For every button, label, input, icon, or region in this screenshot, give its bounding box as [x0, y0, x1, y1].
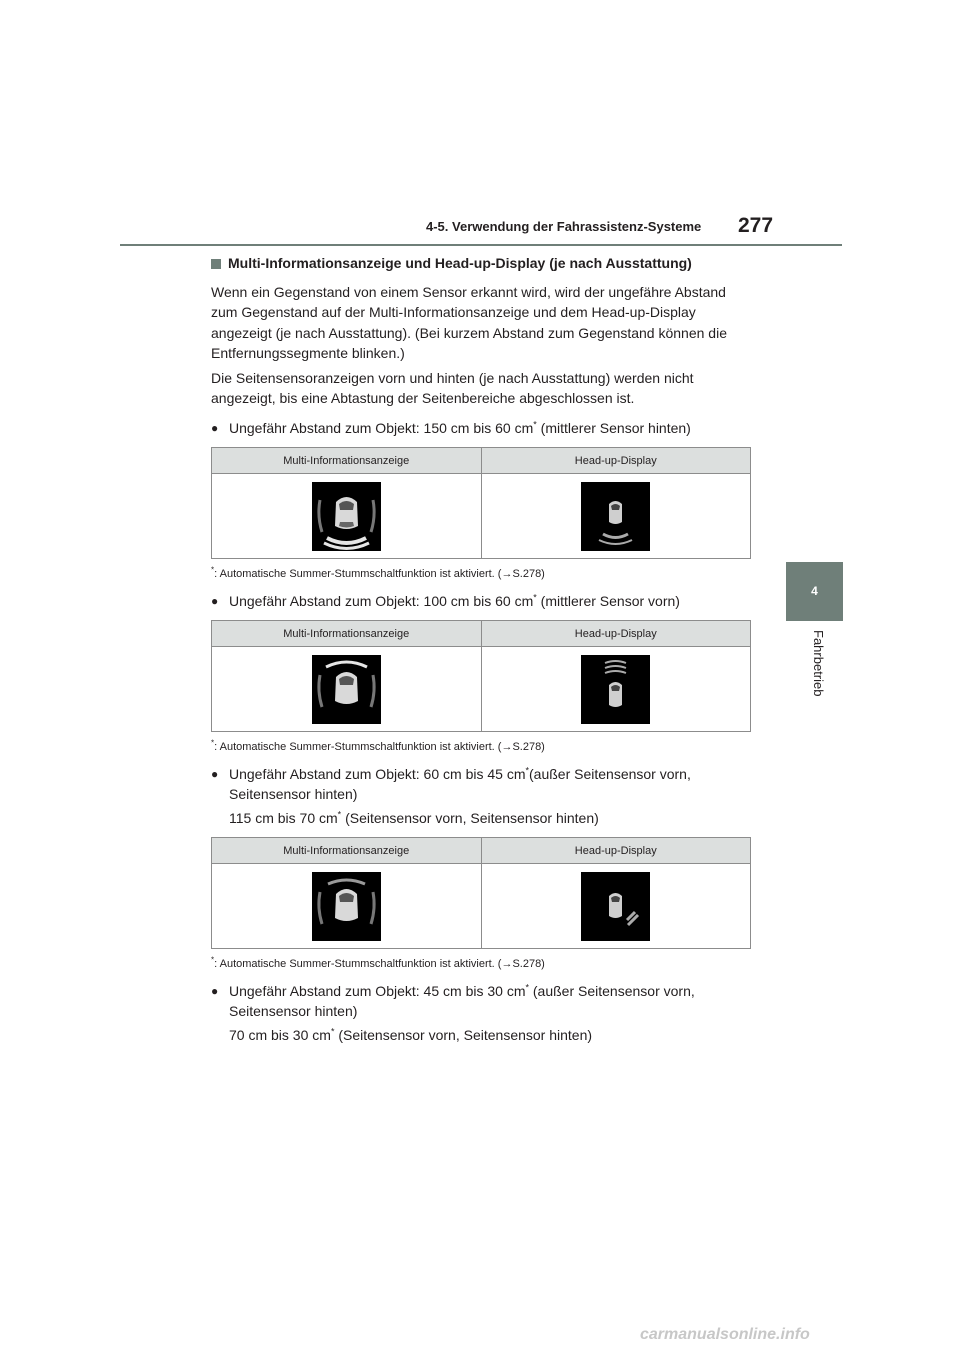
display-table — [211, 837, 751, 949]
watermark: carmanualsonline.info — [640, 1326, 810, 1343]
hud-rear-image — [581, 482, 650, 551]
bullet-icon: ● — [211, 421, 219, 436]
footnote-marker: * — [525, 982, 529, 993]
list-item-continuation: 115 cm bis 70 cm* (Seitensensor vorn, Seitensensor hinten) — [229, 809, 599, 827]
list-item — [211, 764, 756, 804]
chapter-tab-label: Fahrbetrieb — [811, 630, 826, 697]
column-header-mid: Multi-Informationsanzeige — [212, 838, 482, 863]
mid-display-front-image — [312, 655, 381, 724]
mid-display-side-image — [312, 872, 381, 941]
footnote: *: Automatische Summer-Stummschaltfunktion ist aktiviert. (→S.278) — [211, 565, 545, 581]
item-text-suffix: (mittlerer Sensor vorn) — [536, 593, 680, 610]
item-text: Ungefähr Abstand zum Objekt: 60 cm bis 45 cm — [229, 766, 526, 783]
footnote-marker: * — [533, 419, 537, 430]
section-marker-icon — [211, 259, 221, 269]
column-header-hud: Head-up-Display — [574, 455, 657, 468]
hud-front-image — [581, 655, 650, 724]
display-table — [211, 620, 751, 732]
paragraph: Wenn ein Gegenstand von einem Sensor erkannt wird, wird der ungefähre Abstand zum Gegenstand auf der Multi-Informationsanzeige und dem Head-up-Display angezeigt (je nach Ausstattung). (Bei kurzem Abstand zum Gegenstand können die Entfernungssegmente blinken.) — [211, 284, 727, 362]
bullet-icon: ● — [211, 984, 219, 999]
item-text-suffix: (außer Seitensensor vorn, Seitensensor hinten) — [229, 766, 691, 803]
item-text: Ungefähr Abstand zum Objekt: 150 cm bis 60 cm — [229, 420, 534, 437]
mid-display-rear-image — [312, 482, 381, 551]
footnote-marker: * — [533, 592, 537, 603]
section-title: Multi-Informationsanzeige und Head-up-Display (je nach Ausstattung) — [228, 255, 692, 271]
list-item — [211, 418, 756, 438]
page-content — [211, 254, 756, 1045]
chapter-title: 4-5. Verwendung der Fahrassistenz-Systeme — [426, 219, 702, 234]
item-text-suffix: (außer Seitensensor vorn, Seitensensor hinten) — [229, 983, 695, 1020]
chapter-tab: 4 — [786, 562, 843, 621]
page-number: 277 — [738, 214, 774, 237]
hud-side-image — [581, 872, 650, 941]
list-item-continuation: 70 cm bis 30 cm* (Seitensensor vorn, Seitensensor hinten) — [229, 1026, 593, 1044]
page-header — [120, 210, 842, 246]
item-text-suffix: (mittlerer Sensor hinten) — [536, 420, 691, 437]
bullet-icon: ● — [211, 594, 219, 609]
list-item — [211, 981, 756, 1021]
column-header-hud: Head-up-Display — [574, 628, 657, 641]
footnote: *: Automatische Summer-Stummschaltfunktion ist aktiviert. (→S.278) — [211, 955, 545, 971]
item-text: Ungefähr Abstand zum Objekt: 45 cm bis 30 cm — [229, 983, 526, 1000]
footnote: *: Automatische Summer-Stummschaltfunktion ist aktiviert. (→S.278) — [211, 738, 545, 754]
column-header-mid: Multi-Informationsanzeige — [212, 621, 482, 646]
list-item — [211, 591, 756, 611]
column-header-mid: Multi-Informationsanzeige — [212, 448, 482, 473]
bullet-icon: ● — [211, 767, 219, 782]
item-text: Ungefähr Abstand zum Objekt: 100 cm bis 60 cm — [229, 593, 534, 610]
footnote-marker: * — [525, 765, 529, 776]
column-header-hud: Head-up-Display — [574, 845, 657, 858]
paragraph: Die Seitensensoranzeigen vorn und hinten (je nach Ausstattung) werden nicht angezeigt, bis eine Abtastung der Seitenbereiche abgeschlossen ist. — [211, 369, 694, 407]
display-table — [211, 447, 751, 559]
section-heading — [211, 254, 756, 273]
